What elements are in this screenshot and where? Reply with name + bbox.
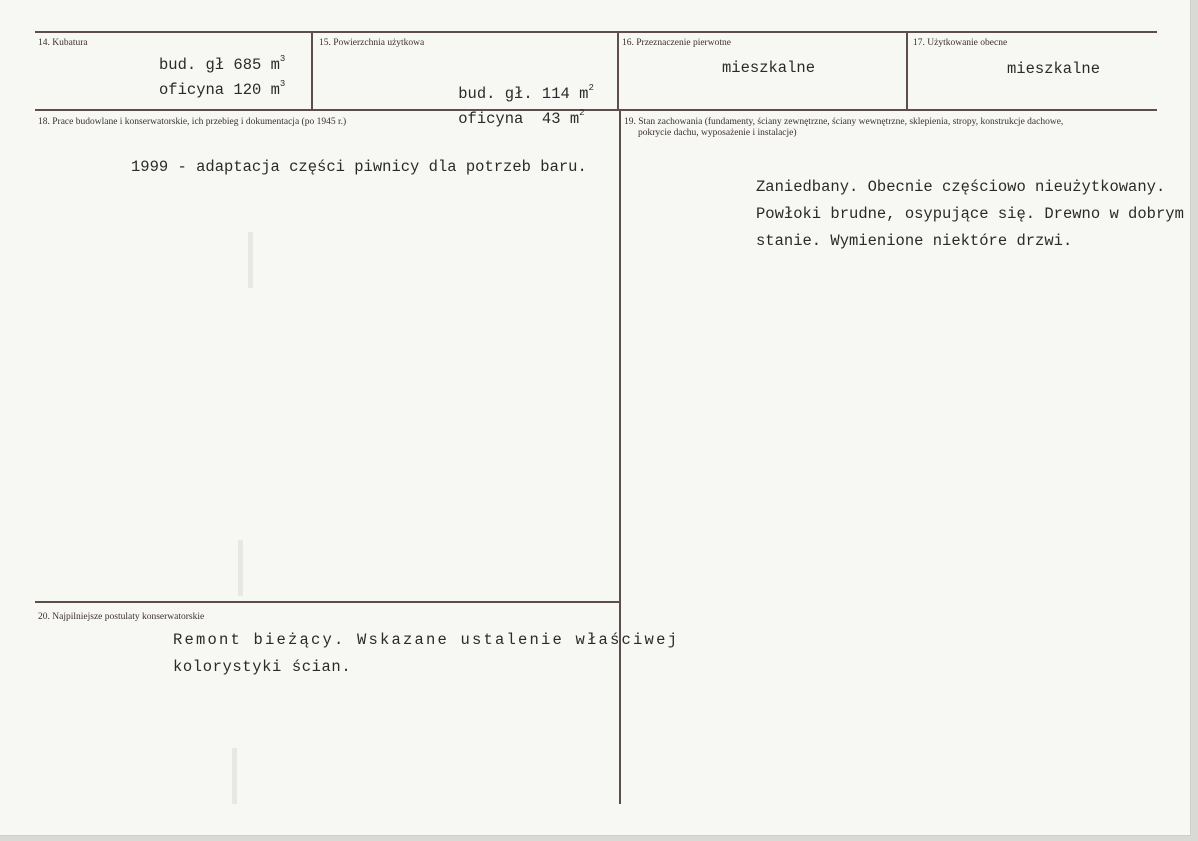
field-18-label: 18. Prace budowlane i konserwatorskie, ich przebieg i dokumentacja (po 1945 r.) [38, 117, 347, 127]
field-18-value: 1999 - adaptacja części piwnicy dla potrzeb baru. [131, 158, 587, 176]
center-divider [619, 110, 621, 804]
field-20-line: kolorystyki ścian. [173, 658, 352, 676]
field-14-label: 14. Kubatura [38, 38, 88, 48]
scan-smudge [232, 748, 237, 804]
field-16-value: mieszkalne [722, 59, 816, 77]
field-19-line: Zaniedbany. Obecnie częściowo nieużytkowany. [756, 178, 1166, 196]
divider-16-17 [906, 32, 908, 110]
field-19-value [756, 174, 1184, 255]
row2-rule [35, 601, 620, 603]
field-20-label: 20. Najpilniejsze postulaty konserwatorskie [38, 612, 205, 622]
divider-14-15 [311, 32, 313, 110]
scan-smudge [238, 540, 243, 596]
field-14-value-line1: bud. gł 685 $m^3$ [159, 54, 286, 75]
field-15-value-line1: bud. gł. 114 $m^2$ [458, 83, 594, 104]
field-14-value-line2: oficyna 120 $m^3$ [159, 79, 286, 100]
field-20-value [173, 627, 679, 681]
top-rule [35, 31, 1157, 33]
field-17-label: 17. Użytkowanie obecne [913, 38, 1008, 48]
field-17-value: mieszkalne [1007, 60, 1101, 78]
field-20-line: Remont bieżący. Wskazane ustalenie właściwej [173, 631, 680, 649]
field-19-label: 19. Stan zachowania (fundamenty, ściany zewnętrzne, ściany wewnętrzne, sklepienia, stropy, konstrukcje dachowe, pokrycie dachu, wyposażenie i instalacje) [624, 117, 1064, 138]
field-19-line: stanie. Wymienione niektóre drzwi. [756, 232, 1073, 250]
scan-smudge [248, 232, 253, 288]
field-15-label: 15. Powierzchnia użytkowa [319, 38, 425, 48]
field-19-line: Powłoki brudne, osypujące się. Drewno w dobrym [756, 205, 1184, 223]
field-15-value-line2: oficyna 43 $m^2$ [458, 108, 585, 129]
row1-rule [35, 109, 1157, 111]
divider-15-16 [617, 32, 619, 110]
field-16-label: 16. Przeznaczenie pierwotne [622, 38, 731, 48]
